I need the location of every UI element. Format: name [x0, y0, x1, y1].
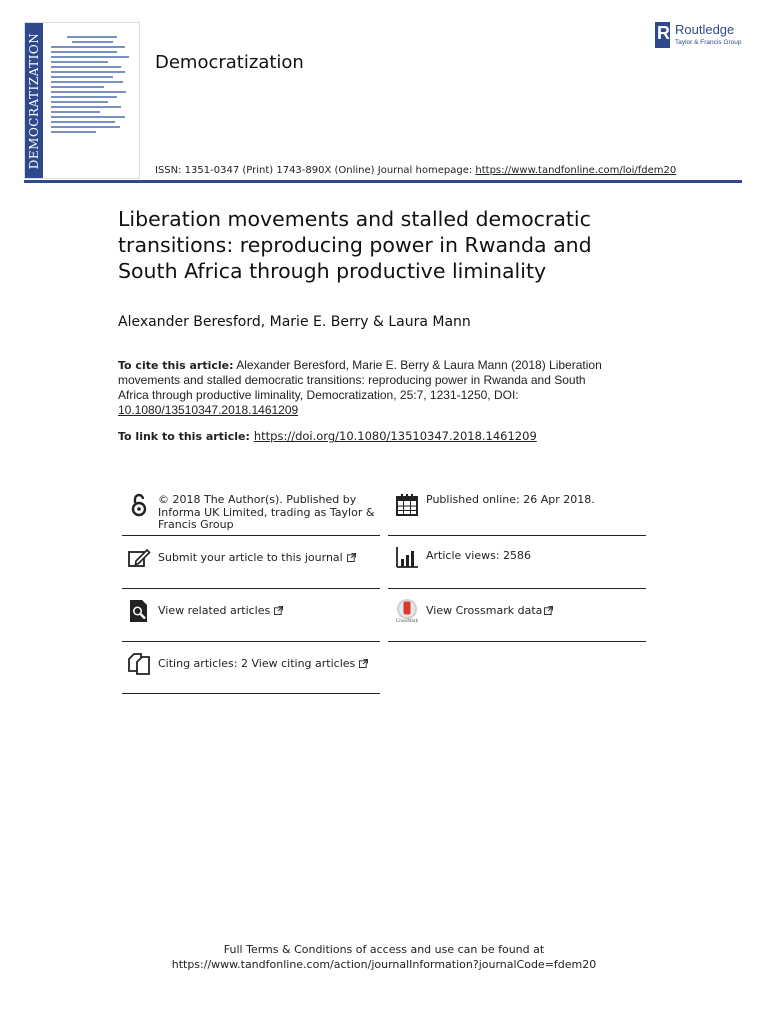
- journal-name: Democratization: [155, 52, 304, 73]
- bar-chart-icon: [394, 545, 420, 571]
- article-authors: Alexander Beresford, Marie E. Berry & Laura Mann: [118, 314, 471, 330]
- routledge-logo: [655, 22, 747, 50]
- open-access-text: © 2018 The Author(s). Published by Informa UK Limited, trading as Taylor & Francis Group: [158, 493, 375, 531]
- cover-contents: [51, 33, 133, 136]
- submit-text: Submit your article to this journal: [158, 551, 343, 564]
- citing-text: Citing articles: 2 View citing articles: [158, 657, 356, 670]
- issn-line: [155, 165, 676, 176]
- row-divider: [122, 535, 380, 536]
- footer-terms-text: Full Terms & Conditions of access and use can be found at: [223, 943, 545, 956]
- edit-icon: [126, 545, 152, 571]
- open-access-icon: [126, 492, 152, 518]
- cover-spine: [25, 23, 43, 178]
- row-divider: [122, 693, 380, 694]
- cover-spine-text: DEMOCRATIZATION: [27, 32, 41, 169]
- publisher-name: Routledge: [675, 22, 735, 37]
- cite-text: Alexander Beresford, Marie E. Berry & Laura Mann (2018) Liberation movements and stalled democratic transitions: reproducing power in Rwanda and South Africa through productive liminality, Democratization, 25:7, 1231-1250, DOI:: [118, 358, 602, 402]
- issn-text: ISSN: 1351-0347 (Print) 1743-890X (Online) Journal homepage:: [155, 165, 476, 176]
- crossmark-text: View Crossmark data: [426, 604, 543, 617]
- header-divider: [24, 180, 742, 183]
- publisher-group: Taylor & Francis Group: [675, 39, 742, 46]
- external-link-icon: [359, 659, 368, 668]
- row-divider: [388, 535, 646, 536]
- external-link-icon: [274, 606, 283, 615]
- crossmark-logo-text: CrossMark: [395, 619, 419, 624]
- citation: [118, 358, 618, 418]
- citing-documents-icon: [126, 651, 152, 677]
- row-divider: [388, 641, 646, 642]
- journal-cover-thumbnail: [24, 22, 140, 179]
- external-link-icon: [544, 606, 553, 615]
- article-title: Liberation movements and stalled democratic transitions: reproducing power in Rwanda and South Africa through productive liminality: [118, 207, 592, 283]
- published-text: Published online: 26 Apr 2018.: [426, 493, 595, 506]
- doi-link[interactable]: https://doi.org/10.1080/13510347.2018.1461209: [253, 429, 537, 443]
- journal-homepage-link[interactable]: https://www.tandfonline.com/loi/fdem20: [475, 165, 677, 176]
- routledge-r-icon: [655, 22, 670, 48]
- related-text: View related articles: [158, 604, 271, 617]
- search-document-icon: [126, 598, 152, 624]
- cite-label: To cite this article:: [118, 359, 234, 372]
- footer-terms-link[interactable]: https://www.tandfonline.com/action/journalInformation?journalCode=fdem20: [171, 957, 597, 971]
- footer: [0, 943, 768, 972]
- cite-doi-link[interactable]: 10.1080/13510347.2018.1461209: [118, 403, 299, 417]
- views-text: Article views: 2586: [426, 549, 532, 562]
- article-link: [118, 429, 537, 443]
- row-divider: [388, 588, 646, 589]
- row-divider: [122, 588, 380, 589]
- row-divider: [122, 641, 380, 642]
- external-link-icon: [347, 553, 356, 562]
- link-label: To link to this article:: [118, 430, 250, 443]
- calendar-icon: [394, 492, 420, 518]
